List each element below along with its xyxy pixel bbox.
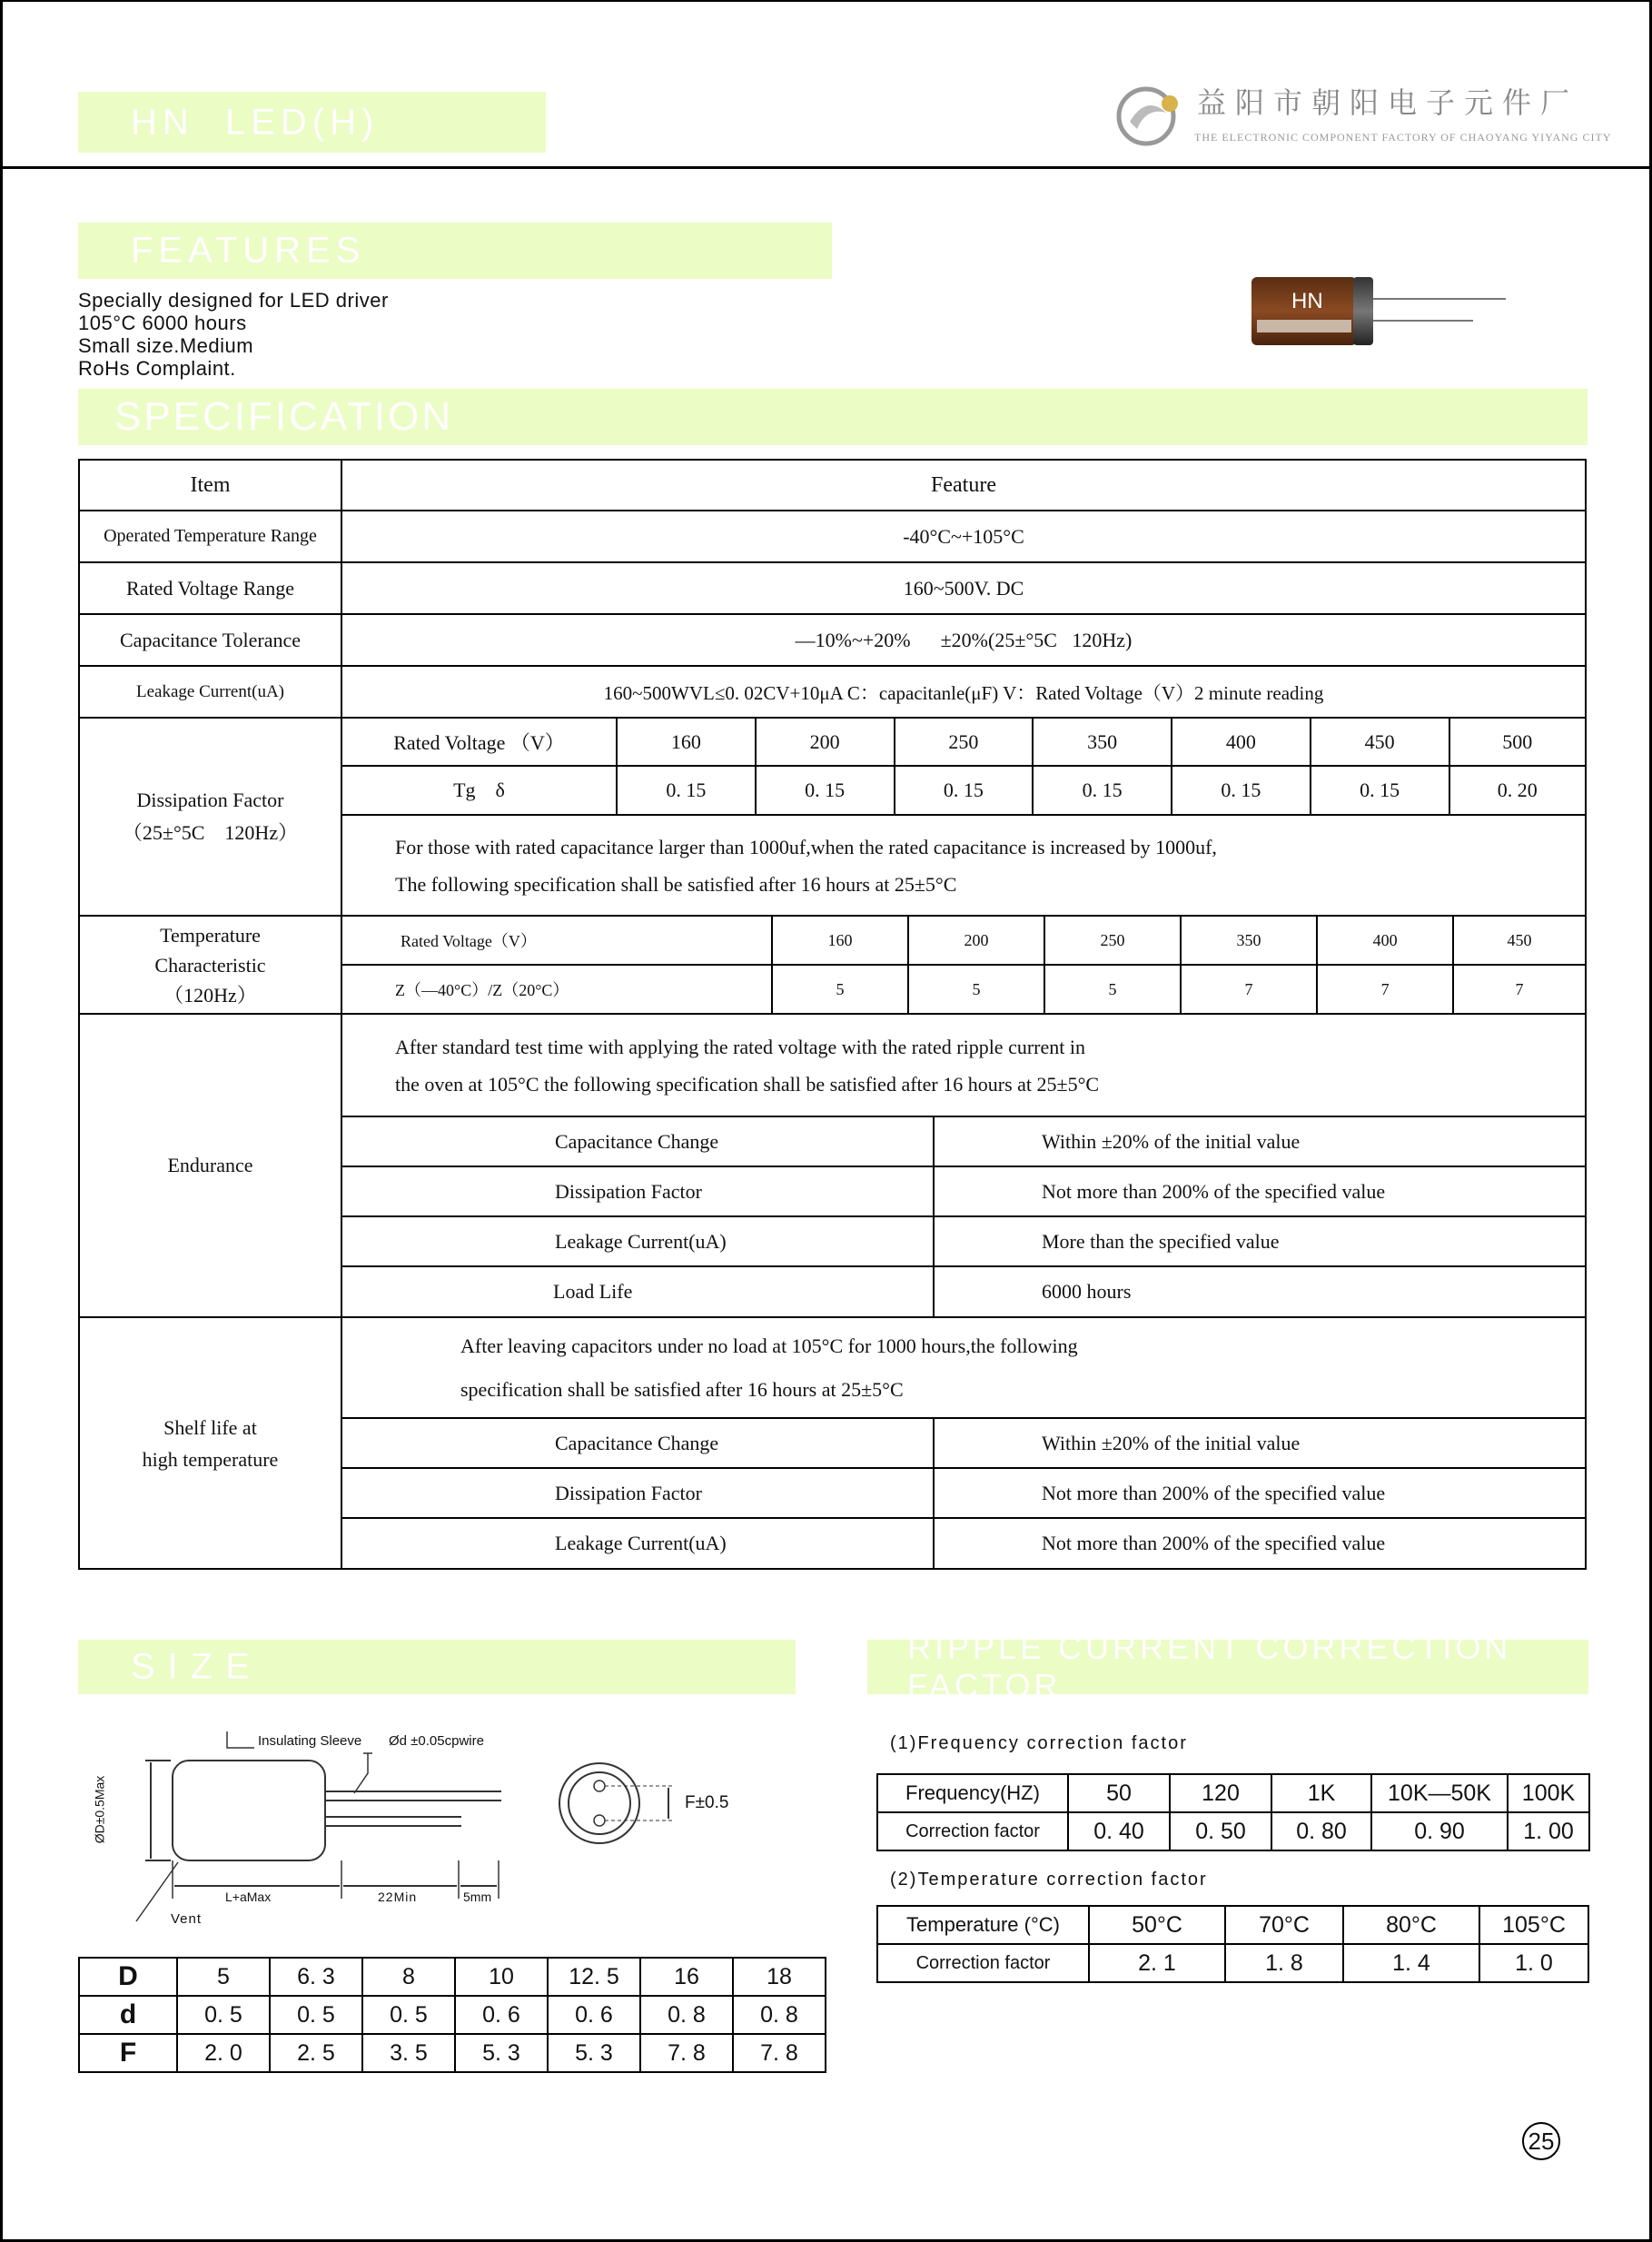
tc-value: 7 (1181, 965, 1317, 1013)
tc-voltage: 200 (908, 917, 1044, 965)
df-tg-label: Tg δ (342, 766, 617, 815)
capacitor-label: HN (1291, 289, 1323, 313)
endurance-key: Dissipation Factor (342, 1166, 934, 1216)
vent-label: Vent (171, 1911, 203, 1927)
df-rated-voltage-label: Rated Voltage （V） (342, 719, 617, 766)
temp-range-label: Operated Temperature Range (79, 511, 341, 562)
company-name-en: THE ELECTRONIC COMPONENT FACTORY OF CHAOYANG YIYANG CITY (1194, 131, 1612, 144)
endurance-cell (341, 1014, 1586, 1317)
freq-label: Frequency(HZ) (877, 1774, 1068, 1812)
shelf-life-line: Shelf life at (163, 1415, 257, 1439)
freq-value: 1. 00 (1508, 1812, 1589, 1850)
df-voltage: 350 (1033, 719, 1172, 766)
specification-heading: SPECIFICATION (114, 394, 454, 439)
size-cell: 16 (640, 1958, 733, 1996)
size-cell: 5. 3 (548, 2034, 640, 2072)
shelf-key: Leakage Current(uA) (342, 1518, 934, 1568)
temperature-table (876, 1905, 1589, 1983)
endurance-table (342, 1015, 1585, 1316)
shelf-key: Capacitance Change (342, 1418, 934, 1468)
size-cell: 0. 8 (640, 1996, 733, 2034)
df-voltage: 250 (895, 719, 1034, 766)
size-row-label: F (79, 2034, 177, 2072)
page-border-top (0, 0, 1652, 2)
shelf-value: Within ±20% of the initial value (934, 1418, 1585, 1468)
tc-voltage: 450 (1453, 917, 1585, 965)
capacitor-lead (1373, 320, 1473, 322)
temp-value: 1. 4 (1343, 1944, 1479, 1982)
df-value: 0. 15 (895, 766, 1034, 815)
feature-line: Small size.Medium (78, 334, 254, 357)
size-cell: 5. 3 (455, 2034, 548, 2072)
df-label-line: Dissipation Factor (136, 789, 284, 811)
endurance-label: Endurance (79, 1014, 341, 1317)
leakage-label: Leakage Current(uA) (79, 666, 341, 718)
tc-voltage: 250 (1044, 917, 1181, 965)
endurance-value: 6000 hours (1042, 1280, 1132, 1303)
size-diagram (91, 1726, 727, 1935)
size-cell: 2. 5 (270, 2034, 362, 2072)
freq-header: 1K (1271, 1774, 1371, 1812)
freq-value: 0. 40 (1068, 1812, 1170, 1850)
df-voltage: 450 (1311, 719, 1449, 766)
page-title: HN LED(H) (131, 102, 380, 142)
tc-value: 5 (772, 965, 908, 1013)
header-divider (0, 166, 1652, 169)
endurance-note-line: the oven at 105°C the following specification shall be satisfied after 16 hours at 25±5°C (395, 1072, 1100, 1096)
size-cell: 12. 5 (548, 1958, 640, 1996)
temp-cf-label: Correction factor (877, 1944, 1089, 1982)
capacitor-image (1251, 277, 1379, 345)
tc-value: 5 (908, 965, 1044, 1013)
shelf-life-label (79, 1317, 341, 1569)
temp-header: 70°C (1225, 1906, 1343, 1944)
endurance-value: Not more than 200% of the specified value (934, 1166, 1585, 1216)
freq-value: 0. 80 (1271, 1812, 1371, 1850)
df-value: 0. 15 (1033, 766, 1172, 815)
lead-min-label: 22Min (378, 1890, 418, 1904)
df-voltage: 500 (1449, 719, 1586, 766)
df-table (342, 719, 1585, 915)
freq-header: 50 (1068, 1774, 1170, 1812)
df-value: 0. 15 (1311, 766, 1449, 815)
df-voltage: 200 (756, 719, 895, 766)
f-tolerance-label: F±0.5 (685, 1793, 729, 1812)
temp-header: 50°C (1089, 1906, 1225, 1944)
insulating-sleeve-label: Insulating Sleeve (258, 1733, 362, 1749)
page-number: 25 (1522, 2122, 1560, 2160)
df-note-line: For those with rated capacitance larger than 1000uf,when the rated capacitance is increased by 1000uf, (395, 835, 1217, 858)
wire-label: Ød ±0.05cpwire (389, 1733, 484, 1749)
length-label: L+aMax (225, 1890, 272, 1904)
features-heading: FEATURES (131, 230, 366, 271)
size-table (78, 1957, 826, 2073)
size-cell: 10 (455, 1958, 548, 1996)
temp-char-line: Temperature (160, 923, 261, 947)
company-name-cn: 益阳市朝阳电子元件厂 (1197, 85, 1579, 120)
df-value: 0. 15 (617, 766, 756, 815)
ripple-banner (867, 1629, 1588, 1704)
size-cell: 0. 5 (362, 1996, 455, 2034)
specification-table (78, 459, 1587, 1570)
size-cell: 0. 5 (270, 1996, 362, 2034)
tc-voltage: 400 (1317, 917, 1453, 965)
endurance-key: Load Life (342, 1266, 934, 1316)
shelf-life-cell (341, 1317, 1586, 1569)
voltage-range-label: Rated Voltage Range (79, 562, 341, 614)
shelf-value: Not more than 200% of the specified value (1042, 1532, 1386, 1554)
feature-line: RoHs Complaint. (78, 357, 236, 380)
page-border-left (0, 0, 3, 2242)
size-cell: 3. 5 (362, 2034, 455, 2072)
temp-range-value: -40°C~+105°C (341, 511, 1586, 562)
freq-caption: (1)Frequency correction factor (890, 1733, 1188, 1753)
shelf-life-table (342, 1318, 1585, 1568)
df-note-line: The following specification shall be satisfied after 16 hours at 25±5°C (395, 872, 957, 896)
size-cell: 7. 8 (733, 2034, 826, 2072)
size-cell: 2. 0 (177, 2034, 270, 2072)
freq-value: 0. 50 (1170, 1812, 1271, 1850)
features-banner (78, 223, 832, 279)
feature-line: Specially designed for LED driver (78, 289, 389, 312)
temp-char-line: （120Hz） (163, 983, 257, 1007)
freq-value: 0. 90 (1371, 1812, 1508, 1850)
cap-tolerance-value: —10%~+20% ±20%(25±°5C 120Hz) (341, 614, 1586, 666)
df-voltage: 160 (617, 719, 756, 766)
shelf-life-note (342, 1318, 1585, 1418)
size-row-label: D (79, 1958, 177, 1996)
df-note (342, 815, 1585, 915)
shelf-value: Not more than 200% of the specified value (934, 1468, 1585, 1518)
size-banner (78, 1640, 796, 1694)
size-cell: 8 (362, 1958, 455, 1996)
temp-char-table (342, 917, 1585, 1013)
endurance-value: More than the specified value (934, 1216, 1585, 1266)
tc-value: 7 (1515, 979, 1524, 998)
features-list (78, 289, 389, 380)
endurance-value: Within ±20% of the initial value (934, 1116, 1585, 1166)
df-voltage: 400 (1172, 719, 1311, 766)
size-cell: 0. 8 (733, 1996, 826, 2034)
shelf-life-line: high temperature (142, 1447, 279, 1471)
tc-value: 7 (1317, 965, 1453, 1013)
freq-header: 10K—50K (1371, 1774, 1508, 1812)
size-cell: 0. 5 (177, 1996, 270, 2034)
temp-value: 1. 8 (1225, 1944, 1343, 1982)
freq-header: 100K (1508, 1774, 1589, 1812)
lead-end-label: 5mm (463, 1890, 492, 1904)
temp-label: Temperature (°C) (877, 1906, 1089, 1944)
temp-char-cell (341, 916, 1586, 1014)
size-cell: 5 (177, 1958, 270, 1996)
df-label-line: （25±°5C 120Hz） (122, 821, 299, 844)
temp-char-label (79, 916, 341, 1014)
endurance-key: Capacitance Change (342, 1116, 934, 1166)
temp-header: 105°C (1479, 1906, 1588, 1944)
size-row-label: d (79, 1996, 177, 2034)
endurance-note-line: After standard test time with applying the rated voltage with the rated ripple current in (395, 1035, 1085, 1058)
size-cell: 7. 8 (640, 2034, 733, 2072)
frequency-table (876, 1773, 1590, 1851)
df-value: 0. 15 (756, 766, 895, 815)
title-banner (78, 92, 546, 153)
item-header: Item (79, 460, 341, 511)
tc-z-label: Z（—40°C）/Z（20°C） (342, 965, 772, 1013)
df-label (79, 718, 341, 916)
shelf-life-note-line: specification shall be satisfied after 16 hours at 25±5°C (460, 1377, 904, 1401)
voltage-range-value: 160~500V. DC (341, 562, 1586, 614)
specification-banner (78, 389, 1588, 445)
df-value: 0. 20 (1449, 766, 1586, 815)
endurance-note (342, 1015, 1585, 1116)
endurance-key: Leakage Current(uA) (342, 1216, 934, 1266)
size-cell: 6. 3 (270, 1958, 362, 1996)
feature-header: Feature (341, 460, 1586, 511)
temp-value: 2. 1 (1089, 1944, 1225, 1982)
df-value: 0. 15 (1172, 766, 1311, 815)
size-cell: 0. 6 (548, 1996, 640, 2034)
temp-value: 1. 0 (1479, 1944, 1588, 1982)
cap-tolerance-label: Capacitance Tolerance (79, 614, 341, 666)
size-cell: 18 (733, 1958, 826, 1996)
temp-char-line: Characteristic (154, 953, 266, 977)
shelf-life-note-line: After leaving capacitors under no load at 105°C for 1000 hours,the following (460, 1334, 1078, 1357)
size-cell: 0. 6 (455, 1996, 548, 2034)
tc-rated-voltage-label: Rated Voltage（V） (342, 917, 772, 965)
size-heading: SIZE (131, 1646, 262, 1687)
capacitor-lead (1373, 298, 1506, 300)
leakage-value: 160~500WVL≤0. 02CV+10μA C：capacitanle(μF) V：Rated Voltage（V）2 minute reading (341, 666, 1586, 718)
feature-line: 105°C 6000 hours (78, 312, 247, 334)
temp-caption: (2)Temperature correction factor (890, 1870, 1208, 1890)
freq-cf-label: Correction factor (877, 1812, 1068, 1850)
company-logo-icon (1110, 76, 1188, 154)
shelf-key: Dissipation Factor (342, 1468, 934, 1518)
tc-voltage: 350 (1181, 917, 1317, 965)
temp-header: 80°C (1343, 1906, 1479, 1944)
tc-voltage: 160 (772, 917, 908, 965)
tc-value: 5 (1044, 965, 1181, 1013)
ripple-heading: RIPPLE CURRENT CORRECTION FACTOR (907, 1629, 1512, 1704)
freq-header: 120 (1170, 1774, 1271, 1812)
diameter-label: ØD±0.5Max (92, 1775, 107, 1844)
df-cell (341, 718, 1586, 916)
